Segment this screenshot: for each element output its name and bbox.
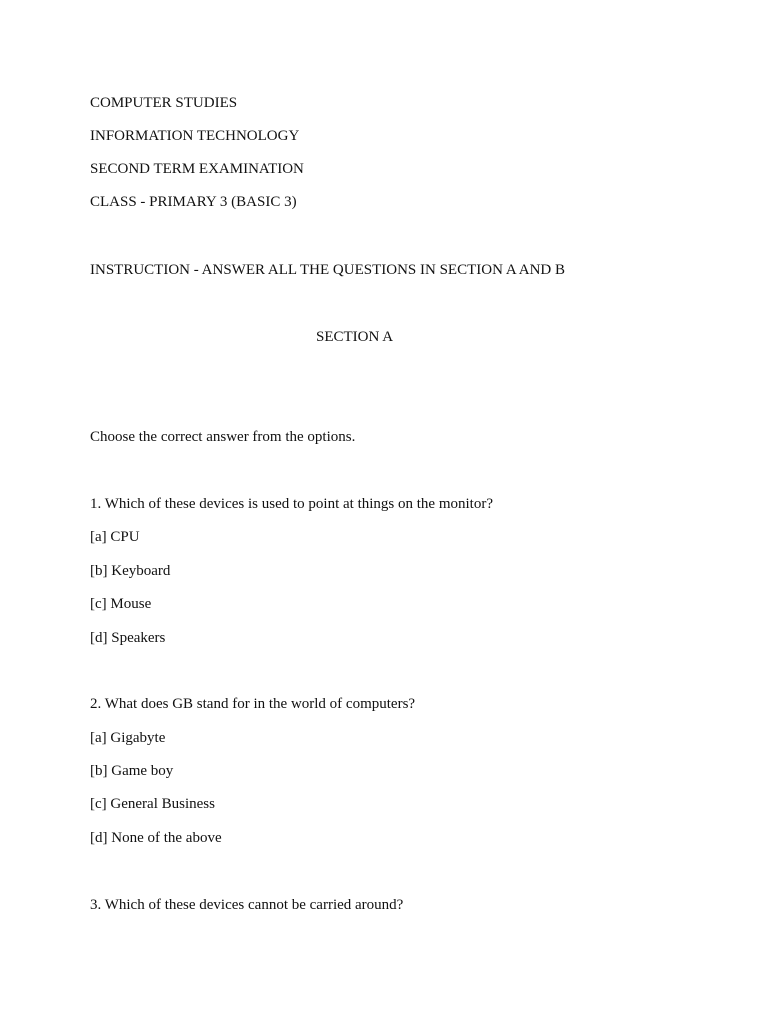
- subject-heading: COMPUTER STUDIES: [90, 95, 238, 111]
- question-text: 3. Which of these devices cannot be carried around?: [90, 897, 404, 913]
- answer-option: [a] Gigabyte: [90, 730, 166, 746]
- exam-heading: SECOND TERM EXAMINATION: [90, 161, 304, 177]
- directions-text: Choose the correct answer from the options.: [90, 429, 356, 445]
- answer-option: [c] General Business: [90, 796, 215, 812]
- answer-option: [a] CPU: [90, 529, 140, 545]
- question-text: 1. Which of these devices is used to point at things on the monitor?: [90, 496, 493, 512]
- answer-option: [c] Mouse: [90, 596, 152, 612]
- class-heading: CLASS - PRIMARY 3 (BASIC 3): [90, 194, 297, 210]
- answer-option: [b] Game boy: [90, 763, 174, 779]
- answer-option: [d] None of the above: [90, 830, 222, 846]
- question-text: 2. What does GB stand for in the world of computers?: [90, 696, 416, 712]
- instruction-text: INSTRUCTION - ANSWER ALL THE QUESTIONS IN SECTION A AND B: [90, 262, 566, 278]
- answer-option: [d] Speakers: [90, 630, 166, 646]
- answer-option: [b] Keyboard: [90, 563, 171, 579]
- topic-heading: INFORMATION TECHNOLOGY: [90, 128, 300, 144]
- section-title: SECTION A: [316, 329, 394, 345]
